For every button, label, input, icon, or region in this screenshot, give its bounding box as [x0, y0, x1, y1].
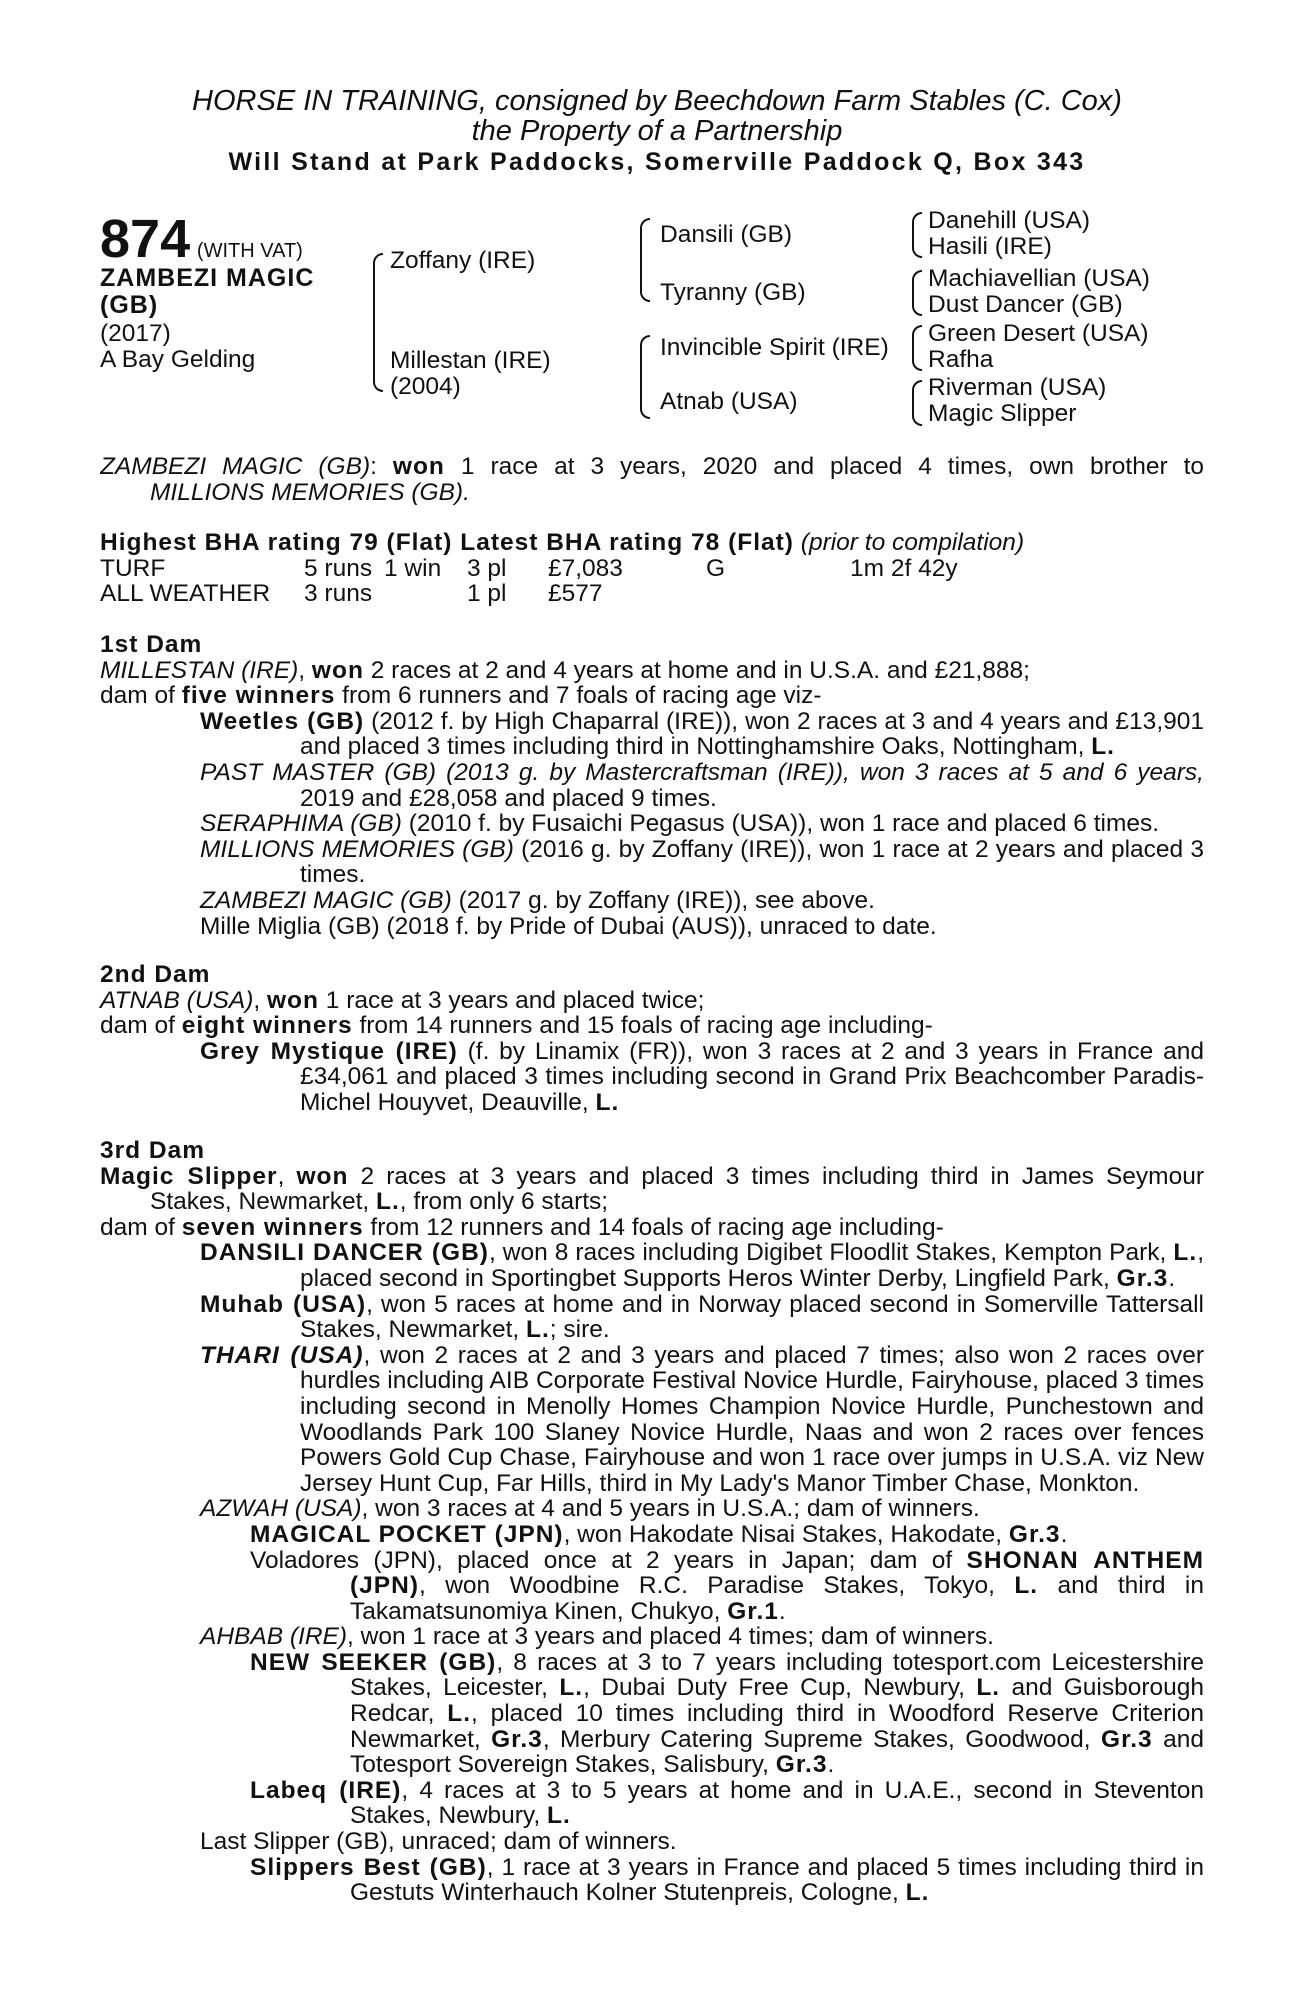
consignor-line: HORSE IN TRAINING, consigned by Beechdown Farm Stables (C. Cox): [192, 85, 1122, 117]
progeny-slippers-best: Slippers Best (GB), 1 race at 3 years in France and placed 5 times including third in: [250, 1854, 1204, 1881]
pedigree-g1: Danehill (USA): [928, 207, 1091, 234]
pedigree-dam-dam: Atnab (USA): [660, 388, 798, 415]
race-summary: [100, 454, 1204, 505]
progeny-magical-pocket: MAGICAL POCKET (JPN), won Hakodate Nisai Stakes, Hakodate, Gr.3.: [250, 1520, 1068, 1548]
property-line: the Property of a Partnership: [471, 115, 843, 147]
horse-name: ZAMBEZI MAGIC: [100, 264, 315, 292]
progeny-muhab: Muhab (USA), won 5 races at home and in Norway placed second in Somerville Tattersall: [200, 1291, 1204, 1318]
horse-description: A Bay Gelding: [100, 346, 256, 373]
pedigree-g6: Rafha: [928, 346, 994, 373]
pedigree-g4: Dust Dancer (GB): [928, 291, 1123, 318]
pedigree-dam-year: (2004): [390, 373, 461, 400]
pedigree-dam-sire: Invincible Spirit (IRE): [660, 334, 889, 361]
progeny-millions-memories: MILLIONS MEMORIES (GB) (2016 g. by Zoffany (IRE)), won 1 race at 2 years and placed 3: [200, 836, 1204, 863]
ratings-table: [100, 556, 958, 607]
pedigree-brace-g3: [912, 325, 922, 371]
progeny-new-seeker: NEW SEEKER (GB), 8 races at 3 to 7 years including totesport.com Leicestershire: [250, 1649, 1204, 1676]
third-dam-section: 3rd Dam Magic Slipper, won 2 races at 3 years and placed 3 times including third in James Seymour Stakes, Newmarket, L., from only 6 starts; dam of seven winners from 12 runners and 14 foals of racing age including- DANSILI DANCER (GB), won 8 races including Digibet Floodlit Stakes, Kempton Park, L., placed second in Sportingbet Supports Heros Winter Derby, Lingfield Park, Gr.3. Muhab (USA), won 5 races at home and in Norway placed second in Somerville Tattersall Stakes, Newmarket, L.; sire. THARI (USA), won 2 races at 2 and 3 years and placed 7 times; also won 2 races over hurdles including AIB Corporate Festival Novice Hurdle, Fairyhouse, placed 3 times including second in Menolly Homes Champion Novice Hurdle, Punchestown and Woodlands Park 100 Slaney Novice Hurdle, Naas and won 2 races over fences Powers Gold Cup Chase, Fairyhouse and won 1 race over jumps in U.S.A. viz New Jersey Hunt Cup, Far Hills, third in My Lady's Manor Timber Chase, Monkton. AZWAH (USA), won 3 races at 4 and 5 years in U.S.A.; dam of winners. MAGICAL POCKET (JPN), won Hakodate Nisai Stakes, Hakodate, Gr.3. Voladores (JPN), placed once at 2 years in Japan; dam of SHONAN ANTHEM (JPN), won Woodbine R.C. Paradise Stakes, Tokyo, L. and third in Takamatsunomiya Kinen, Chukyo, Gr.1. AHBAB (IRE), won 1 race at 3 years and placed 4 times; dam of winners. NEW SEEKER (GB), 8 races at 3 to 7 years including totesport.com Leicestershire Stakes, Leicester, L., Dubai Duty Free Cup, Newbury, L. and Guisborough Redcar, L., placed 10 times including third in Woodford Reserve Criterion Newmarket, Gr.3, Merbury Catering Supreme Stakes, Goodwood, Gr.3 and Totesport Sovereign Stakes, Salisbury, Gr.3. Labeq (IRE), 4 races at 3 to 5 years at home and in U.A.E., second in Steventon Stakes, Newbury, L. Last Slipper (GB), unraced; dam of winners. Slippers Best (GB), 1 race at 3 years in France and placed 5 times including third in Gestuts Winterhauch Kolner Stutenpreis, Cologne, L.: [100, 1137, 1204, 1907]
pedigree-g5: Green Desert (USA): [928, 320, 1149, 347]
progeny-labeq: Labeq (IRE), 4 races at 3 to 5 years at home and in U.A.E., second in Steventon: [250, 1777, 1204, 1804]
pedigree-g7: Riverman (USA): [928, 374, 1107, 401]
progeny-mille-miglia: Mille Miglia (GB) (2018 f. by Pride of Dubai (AUS)), unraced to date.: [200, 912, 937, 940]
lot-number: 874: [100, 209, 191, 269]
progeny-thari: THARI (USA), won 2 races at 2 and 3 years and placed 7 times; also won 2 races over: [200, 1342, 1204, 1369]
progeny-past-master: PAST MASTER (GB) (2013 g. by Mastercraftsman (IRE)), won 3 races at 5 and 6 years,: [200, 759, 1204, 786]
progeny-ahbab: AHBAB (IRE), won 1 race at 3 years and placed 4 times; dam of winners.: [200, 1623, 994, 1651]
ratings-row-turf: TURF 5 runs 1 win 3 pl £7,083 G 1m 2f 42y: [100, 554, 958, 582]
foaling-year: (2017): [100, 320, 171, 347]
pedigree-sire: Zoffany (IRE): [390, 247, 536, 274]
progeny-dansili-dancer: DANSILI DANCER (GB), won 8 races including Digibet Floodlit Stakes, Kempton Park, L.,: [200, 1240, 1204, 1266]
pedigree-g8: Magic Slipper: [928, 400, 1077, 427]
progeny-seraphima: SERAPHIMA (GB) (2010 f. by Fusaichi Pegasus (USA)), won 1 race and placed 6 times.: [200, 810, 1160, 838]
pedigree-sire-sire: Dansili (GB): [660, 221, 793, 248]
first-dam-heading: 1st Dam: [100, 631, 203, 658]
ratings-block: [100, 530, 1204, 607]
lot-number-block: [100, 209, 303, 269]
third-dam-heading: 3rd Dam: [100, 1137, 206, 1164]
progeny-azwah: AZWAH (USA), won 3 races at 4 and 5 years in U.S.A.; dam of winners.: [200, 1495, 980, 1523]
pedigree-brace-dam: [640, 335, 650, 419]
pedigree-dam: Millestan (IRE): [390, 347, 551, 374]
horse-name-country: (GB): [100, 291, 159, 319]
location-line: Will Stand at Park Paddocks, Somerville Paddock Q, Box 343: [228, 148, 1086, 176]
progeny-voladores: Voladores (JPN), placed once at 2 years in Japan; dam of SHONAN ANTHEM: [250, 1547, 1204, 1574]
pedigree-g2: Hasili (IRE): [928, 233, 1052, 260]
first-dam-section: 1st Dam MILLESTAN (IRE), won 2 races at 2 and 4 years at home and in U.S.A. and £21,888; dam of five winners from 6 runners and 7 foals of racing age viz- Weetles (GB) (2012 f. by High Chaparral (IRE)), won 2 races at 3 and 4 years and £13,901 and placed 3 times including third in Nottinghamshire Oaks, Nottingham, L. PAST MASTER (GB) (2013 g. by Mastercraftsman (IRE)), won 3 races at 5 and 6 years, 2019 and £28,058 and placed 9 times. SERAPHIMA (GB) (2010 f. by Fusaichi Pegasus (USA)), won 1 race and placed 6 times. MILLIONS MEMORIES (GB) (2016 g. by Zoffany (IRE)), won 1 race at 2 years and placed 3 times. ZAMBEZI MAGIC (GB) (2017 g. by Zoffany (IRE)), see above. Mille Miglia (GB) (2018 f. by Pride of Dubai (AUS)), unraced to date.: [100, 631, 1204, 940]
pedigree-brace-sire: [640, 218, 650, 302]
progeny-grey-mystique: Grey Mystique (IRE) (f. by Linamix (FR)), won 3 races at 2 and 3 years in France and: [200, 1038, 1204, 1065]
pedigree-sire-dam: Tyranny (GB): [660, 279, 806, 306]
ratings-title: Highest BHA rating 79 (Flat) Latest BHA rating 78 (Flat) (prior to compilation): [100, 529, 1025, 556]
pedigree-brace-g1: [912, 212, 922, 258]
progeny-weetles: Weetles (GB) (2012 f. by High Chaparral (IRE)), won 2 races at 3 and 4 years and £13,901: [200, 708, 1204, 735]
pedigree-brace-g4: [912, 380, 922, 426]
progeny-zambezi-magic: ZAMBEZI MAGIC (GB) (2017 g. by Zoffany (IRE)), see above.: [200, 886, 875, 914]
summary-line-1: ZAMBEZI MAGIC (GB): won 1 race at 3 years, 2020 and placed 4 times, own brother to: [100, 454, 1204, 480]
pedigree-brace-g2: [912, 270, 922, 316]
ratings-row-all-weather: ALL WEATHER 3 runs 1 pl £577: [100, 580, 603, 608]
second-dam-section: 2nd Dam ATNAB (USA), won 1 race at 3 years and placed twice; dam of eight winners from 14 runners and 15 foals of racing age including- Grey Mystique (IRE) (f. by Linamix (FR)), won 3 races at 2 and 3 years in France and £34,061 and placed 3 times including second in Grand Prix Beachcomber Paradis- Michel Houyvet, Deauville, L.: [100, 961, 1204, 1116]
vat-note: (WITH VAT): [196, 240, 303, 262]
pedigree-g3: Machiavellian (USA): [928, 265, 1150, 292]
summary-line-2: MILLIONS MEMORIES (GB).: [150, 478, 470, 506]
progeny-last-slipper: Last Slipper (GB), unraced; dam of winners.: [200, 1828, 677, 1856]
pedigree-brace-main: [373, 253, 383, 392]
second-dam-heading: 2nd Dam: [100, 961, 211, 988]
